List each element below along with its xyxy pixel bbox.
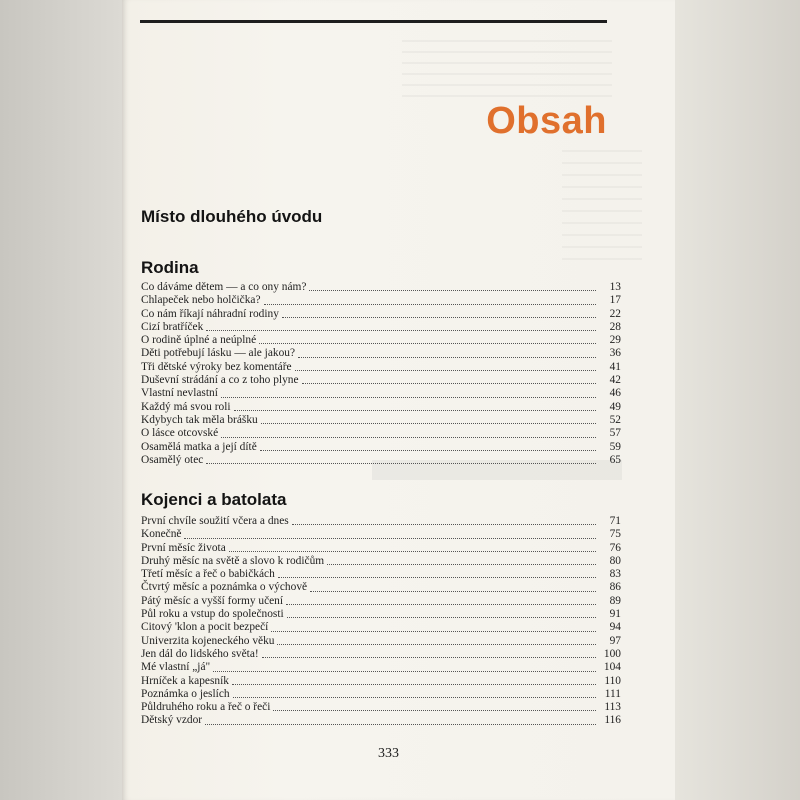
toc-entry-title: Cizí bratříček: [141, 320, 204, 333]
toc-entry-title: Vlastní nevlastní: [141, 387, 218, 400]
dot-leader: [260, 449, 596, 451]
toc-entry-title: Jen dál do lidského světa!: [141, 647, 259, 660]
section-heading-intro: Místo dlouhého úvodu: [141, 207, 323, 226]
toc-entry: [141, 361, 621, 374]
toc-entry-page: 94: [609, 621, 621, 634]
toc-entry: [141, 688, 621, 701]
toc-entry-title: Dětský vzdor: [141, 714, 203, 727]
dot-leader: [292, 523, 596, 525]
toc-entry-title: Osamělý otec: [141, 453, 204, 466]
dot-leader: [286, 603, 596, 605]
toc-entry-page: 65: [609, 453, 621, 466]
toc-entry-page: 22: [609, 307, 621, 320]
toc-entry: [141, 347, 621, 360]
toc-entry: [141, 308, 621, 321]
toc-entry: [141, 441, 621, 454]
toc-entry: [141, 281, 621, 294]
toc-entry-page: 13: [609, 281, 621, 293]
toc-entry: [141, 675, 621, 688]
dot-leader: [298, 356, 596, 358]
dot-leader: [309, 289, 596, 291]
toc-entry-page: 111: [604, 687, 621, 700]
toc-entry: [141, 401, 621, 414]
toc-entry-page: 36: [609, 347, 621, 360]
toc-entry-title: Druhý měsíc na světě a slovo k rodičům: [141, 554, 325, 567]
toc-entry-title: Pátý měsíc a vyšší formy učení: [141, 594, 284, 607]
toc-entry-title: Osamělá matka a její dítě: [141, 440, 257, 453]
toc-entry: [141, 515, 621, 528]
toc-entry-page: 41: [609, 360, 621, 373]
toc-entry: [141, 635, 621, 648]
toc-entry: [141, 608, 621, 621]
dot-leader: [259, 342, 596, 344]
toc-entry-title: Každý má svou roli: [141, 400, 231, 413]
toc-entry-page: 89: [609, 594, 621, 607]
dot-leader: [213, 670, 596, 672]
book-page: [122, 0, 675, 800]
toc-entry-page: 49: [609, 400, 621, 413]
top-rule: [140, 20, 607, 23]
toc-entry: [141, 528, 621, 541]
background-left: [0, 0, 122, 800]
toc-entry-title: Univerzita kojeneckého věku: [141, 634, 275, 647]
toc-entry: [141, 414, 621, 427]
toc-entry-page: 110: [604, 674, 621, 687]
dot-leader: [277, 643, 596, 645]
toc-entry: [141, 701, 621, 714]
toc-entry: [141, 334, 621, 347]
dot-leader: [278, 576, 596, 578]
toc-entry-page: 57: [609, 427, 621, 440]
toc-entry: [141, 454, 621, 467]
toc-entry-title: Třetí měsíc a řeč o babičkách: [141, 568, 275, 581]
toc-entry: [141, 321, 621, 334]
toc-entry-page: 42: [609, 374, 621, 387]
toc-entry-page: 116: [604, 714, 621, 727]
toc-entry-title: Půldruhého roku a řeč o řeči: [141, 701, 271, 714]
dot-leader: [310, 590, 596, 592]
toc-entry-title: Co dáváme dětem — a co ony nám?: [141, 281, 307, 293]
toc-entry: [141, 387, 621, 400]
toc-entry-title: Chlapeček nebo holčička?: [141, 294, 261, 307]
toc-entry-page: 52: [609, 413, 621, 426]
dot-leader: [287, 616, 596, 618]
dot-leader: [327, 563, 596, 565]
toc-entry: [141, 568, 621, 581]
toc-entry-page: 91: [609, 608, 621, 621]
toc-entry-page: 100: [603, 647, 621, 660]
dot-leader: [264, 303, 596, 305]
toc-entry-page: 113: [604, 701, 621, 714]
section-heading-rodina: Rodina: [141, 258, 199, 277]
dot-leader: [184, 537, 596, 539]
toc-entry-page: 71: [609, 515, 621, 527]
toc-entry-title: Konečně: [141, 528, 182, 541]
toc-entry-page: 86: [609, 581, 621, 594]
toc-entry-page: 76: [609, 541, 621, 554]
toc-entry: [141, 621, 621, 634]
toc-entry-page: 46: [609, 387, 621, 400]
dot-leader: [206, 462, 596, 464]
page-title: Obsah: [486, 100, 607, 142]
dot-leader: [234, 409, 596, 411]
dot-leader: [233, 696, 596, 698]
dot-leader: [261, 422, 596, 424]
toc-entry-title: Půl roku a vstup do společnosti: [141, 608, 284, 621]
toc-entry-title: O lásce otcovské: [141, 427, 219, 440]
dot-leader: [205, 723, 596, 725]
toc-entry-page: 97: [609, 634, 621, 647]
toc-entry-page: 28: [609, 320, 621, 333]
toc-entry-title: Hrníček a kapesník: [141, 674, 229, 687]
toc-entry: [141, 648, 621, 661]
toc-entry-title: První chvíle soužití včera a dnes: [141, 515, 289, 527]
toc-entry-title: O rodině úplné a neúplné: [141, 334, 257, 347]
dot-leader: [229, 550, 596, 552]
toc-entry: [141, 714, 621, 727]
toc-entry-page: 17: [609, 294, 621, 307]
dot-leader: [262, 656, 596, 658]
dot-leader: [221, 436, 596, 438]
toc-entry-page: 83: [609, 568, 621, 581]
dot-leader: [221, 396, 596, 398]
toc-entry: [141, 294, 621, 307]
dot-leader: [302, 382, 596, 384]
toc-entry-title: Kdybych tak měla brášku: [141, 413, 258, 426]
show-through-block-mid: [562, 150, 642, 260]
toc-entry: [141, 542, 621, 555]
toc-entry: [141, 595, 621, 608]
toc-entry-page: 59: [609, 440, 621, 453]
toc-entry-title: Poznámka o jeslích: [141, 687, 230, 700]
dot-leader: [206, 329, 596, 331]
toc-entry-title: Děti potřebují lásku — ale jakou?: [141, 347, 296, 360]
toc-list-kojenci: [141, 515, 621, 728]
show-through-block-top: [402, 40, 612, 100]
toc-entry: [141, 427, 621, 440]
page-number: 333: [378, 746, 399, 761]
toc-entry-title: Čtvrtý měsíc a poznámka o výchově: [141, 581, 308, 594]
toc-entry-page: 75: [609, 528, 621, 541]
toc-entry-page: 104: [603, 661, 621, 674]
dot-leader: [295, 369, 596, 371]
toc-entry-title: Mé vlastní „já": [141, 661, 211, 674]
toc-entry-page: 29: [609, 334, 621, 347]
toc-entry-title: Tři dětské výroky bez komentáře: [141, 360, 292, 373]
dot-leader: [271, 630, 596, 632]
toc-entry-page: 80: [609, 554, 621, 567]
background-right: [675, 0, 800, 800]
toc-entry: [141, 374, 621, 387]
section-heading-kojenci: Kojenci a batolata: [141, 490, 287, 509]
dot-leader: [273, 709, 596, 711]
toc-entry-title: První měsíc života: [141, 541, 226, 554]
toc-entry: [141, 555, 621, 568]
toc-entry-title: Duševní strádání a co z toho plyne: [141, 374, 299, 387]
toc-entry-title: Co nám říkají náhradní rodiny: [141, 307, 279, 320]
toc-list-rodina: [141, 281, 621, 467]
toc-entry: [141, 661, 621, 674]
toc-entry-title: Citový 'klon a pocit bezpečí: [141, 621, 269, 634]
dot-leader: [232, 683, 596, 685]
toc-entry: [141, 581, 621, 594]
dot-leader: [282, 316, 596, 318]
